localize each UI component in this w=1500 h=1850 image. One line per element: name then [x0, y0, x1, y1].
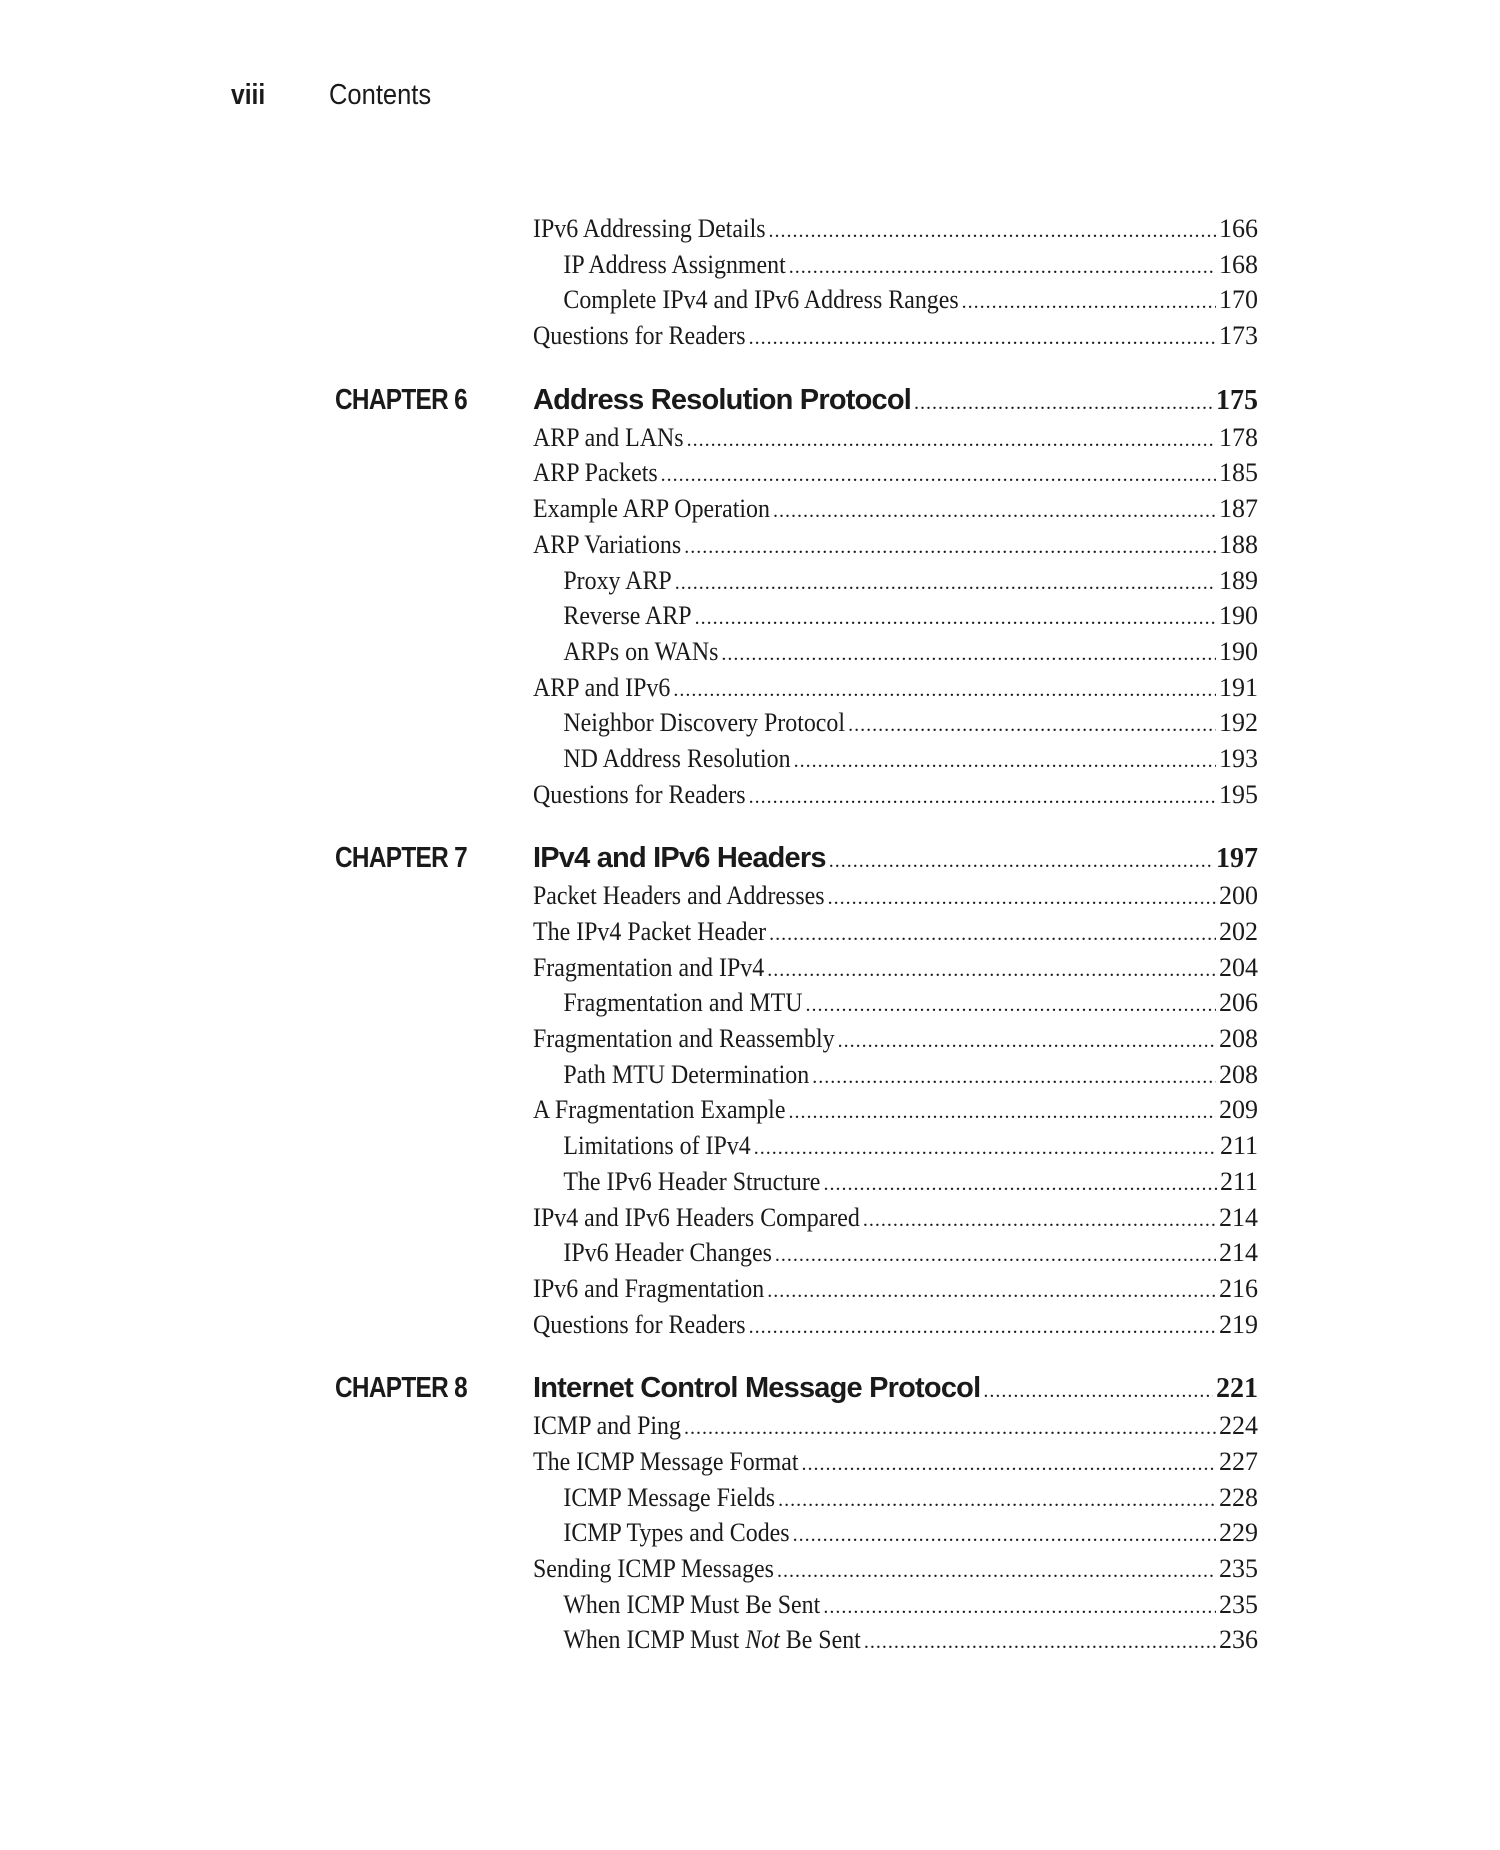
- dot-leader: [767, 1274, 1216, 1310]
- entry-title: Packet Headers and Addresses: [533, 881, 825, 911]
- toc-entry[interactable]: [335, 1164, 1258, 1200]
- page-number: 235: [1219, 1589, 1258, 1619]
- page-number: 208: [1219, 1024, 1258, 1054]
- dot-leader: [675, 566, 1216, 602]
- entry-title-part: When ICMP Must: [563, 1625, 746, 1655]
- page-number: 166: [1219, 214, 1258, 243]
- running-head: [231, 78, 445, 112]
- toc-entry[interactable]: [335, 598, 1258, 634]
- page-number: 211: [1219, 1131, 1258, 1161]
- entry-title: ICMP and Ping: [533, 1411, 681, 1441]
- toc-entry[interactable]: [335, 741, 1258, 777]
- page-number: 192: [1219, 708, 1258, 738]
- dot-leader: [767, 953, 1216, 989]
- toc-entry[interactable]: [335, 1480, 1258, 1516]
- page-number: 168: [1219, 249, 1258, 279]
- dot-leader: [775, 1238, 1216, 1274]
- dot-leader: [829, 842, 1213, 881]
- dot-leader: [749, 780, 1216, 816]
- dot-leader: [823, 1590, 1216, 1626]
- chapter-label: CHAPTER 6: [335, 383, 468, 416]
- page-number: 216: [1219, 1273, 1258, 1303]
- toc-entry[interactable]: [335, 211, 1258, 247]
- dot-leader: [773, 494, 1216, 530]
- dot-leader: [769, 214, 1216, 250]
- dot-leader: [794, 744, 1216, 780]
- page-number: 195: [1219, 779, 1258, 809]
- toc-entry[interactable]: [335, 1235, 1258, 1271]
- entry-title: The IPv4 Packet Header: [533, 917, 767, 946]
- page-number: 214: [1219, 1238, 1258, 1268]
- page-number: 190: [1219, 601, 1258, 631]
- toc-chapter-entry[interactable]: [335, 381, 1258, 420]
- dot-leader: [778, 1483, 1216, 1519]
- page-number: 229: [1219, 1518, 1258, 1548]
- page-number: 185: [1219, 458, 1258, 488]
- chapter-label: CHAPTER 8: [335, 1372, 468, 1405]
- toc-entry[interactable]: [335, 1515, 1258, 1551]
- page-number: 187: [1219, 494, 1258, 524]
- entry-title: ARPs on WANs: [563, 636, 719, 666]
- entry-title: Complete IPv4 and IPv6 Address Ranges: [563, 285, 959, 315]
- page-number: 178: [1219, 422, 1258, 452]
- entry-title: IPv4 and IPv6 Headers Compared: [533, 1202, 860, 1232]
- dot-leader: [777, 1554, 1216, 1590]
- toc-entry[interactable]: [335, 1622, 1258, 1658]
- entry-title: Questions for Readers: [533, 321, 746, 351]
- dot-leader: [838, 1024, 1216, 1060]
- toc-entry[interactable]: [335, 985, 1258, 1021]
- dot-leader: [721, 637, 1216, 673]
- toc-entry[interactable]: [335, 950, 1258, 986]
- dot-leader: [863, 1203, 1216, 1239]
- page-number: 175: [1216, 384, 1258, 416]
- entry-title: The ICMP Message Format: [533, 1446, 799, 1476]
- page-number: 219: [1219, 1309, 1258, 1339]
- dot-leader: [769, 917, 1216, 953]
- dot-leader: [673, 673, 1216, 709]
- entry-title: IP Address Assignment: [563, 249, 786, 279]
- page-number: 173: [1219, 321, 1258, 351]
- entry-title: The IPv6 Header Structure: [563, 1166, 821, 1196]
- entry-title: Questions for Readers: [533, 1309, 746, 1339]
- entry-title-emphasis: Not: [745, 1625, 780, 1655]
- dot-leader: [788, 1095, 1216, 1131]
- entry-title: ARP and IPv6: [533, 672, 671, 702]
- entry-title: Example ARP Operation: [533, 494, 770, 524]
- toc-entry[interactable]: [335, 1200, 1258, 1236]
- toc-entry[interactable]: [335, 634, 1258, 670]
- entry-title: Questions for Readers: [533, 779, 746, 809]
- entry-title: Path MTU Determination: [563, 1059, 810, 1089]
- page-number: 204: [1219, 952, 1258, 982]
- page-number: 202: [1219, 917, 1258, 946]
- entry-title-part: Be Sent: [779, 1625, 861, 1655]
- dot-leader: [864, 1625, 1216, 1661]
- toc-entry[interactable]: [335, 1444, 1258, 1480]
- page-number: 197: [1216, 843, 1258, 875]
- entry-title: Reverse ARP: [563, 601, 692, 631]
- page-number: 209: [1219, 1095, 1258, 1125]
- dot-leader: [661, 458, 1216, 494]
- dot-leader: [793, 1518, 1216, 1554]
- page-number: 200: [1219, 881, 1258, 911]
- page-number: 189: [1219, 565, 1258, 595]
- entry-title: Proxy ARP: [563, 565, 672, 595]
- entry-title: Sending ICMP Messages: [533, 1554, 774, 1583]
- entry-title: Fragmentation and IPv4: [533, 952, 765, 982]
- page-number: 236: [1219, 1625, 1258, 1655]
- toc-entry[interactable]: [335, 670, 1258, 706]
- chapter-label: CHAPTER 7: [335, 842, 468, 875]
- entry-title: A Fragmentation Example: [533, 1095, 786, 1125]
- chapter-title: Address Resolution Protocol: [533, 383, 911, 416]
- dot-leader: [802, 1447, 1216, 1483]
- dot-leader: [806, 988, 1216, 1024]
- toc-entry[interactable]: [335, 563, 1258, 599]
- dot-leader: [695, 601, 1216, 637]
- dot-leader: [684, 1411, 1216, 1447]
- dot-leader: [684, 530, 1216, 566]
- entry-title: ND Address Resolution: [563, 743, 791, 773]
- toc-entry[interactable]: [335, 1271, 1258, 1307]
- entry-title: Limitations of IPv4: [563, 1131, 751, 1161]
- page-number: 191: [1219, 672, 1258, 702]
- toc-entry[interactable]: [335, 1021, 1258, 1057]
- dot-leader: [914, 384, 1213, 423]
- dot-leader: [754, 1131, 1217, 1167]
- dot-leader: [812, 1060, 1216, 1096]
- page-number: 224: [1219, 1411, 1258, 1441]
- entry-title: [533, 1622, 861, 1658]
- toc-entry[interactable]: [335, 1587, 1258, 1623]
- toc-entry[interactable]: [335, 1307, 1258, 1343]
- toc-entry[interactable]: [335, 777, 1258, 813]
- dot-leader: [749, 1310, 1216, 1346]
- entry-title: When ICMP Must Be Sent: [563, 1589, 821, 1619]
- toc-entry[interactable]: [335, 1551, 1258, 1587]
- dot-leader: [823, 1167, 1217, 1203]
- entry-title: Fragmentation and Reassembly: [533, 1024, 835, 1054]
- toc-entry[interactable]: [335, 914, 1258, 950]
- page-number: 214: [1219, 1202, 1258, 1232]
- page-number: 170: [1219, 285, 1258, 315]
- running-head-title: Contents: [329, 79, 432, 111]
- toc-entry[interactable]: [335, 455, 1258, 491]
- page-number: 208: [1219, 1059, 1258, 1089]
- toc-chapter-entry[interactable]: [335, 839, 1258, 878]
- dot-leader: [962, 285, 1216, 321]
- page-number: 228: [1219, 1482, 1258, 1512]
- entry-title: ICMP Message Fields: [563, 1482, 776, 1512]
- chapter-title: IPv4 and IPv6 Headers: [533, 842, 826, 875]
- page-number: 211: [1219, 1166, 1258, 1196]
- page-number: 235: [1219, 1554, 1258, 1583]
- toc-entry[interactable]: [335, 878, 1258, 914]
- toc-entry[interactable]: [335, 705, 1258, 741]
- table-of-contents: [335, 211, 1258, 1658]
- toc-entry[interactable]: [335, 1408, 1258, 1444]
- page-number: 188: [1219, 529, 1258, 559]
- toc-entry[interactable]: [335, 491, 1258, 527]
- entry-title: IPv6 and Fragmentation: [533, 1273, 765, 1303]
- page-number: 190: [1219, 636, 1258, 666]
- page-number: 193: [1219, 743, 1258, 773]
- entry-title: ARP Packets: [533, 458, 658, 488]
- entry-title: Neighbor Discovery Protocol: [563, 708, 846, 738]
- page-number: 227: [1219, 1446, 1258, 1476]
- entry-title: IPv6 Addressing Details: [533, 214, 766, 243]
- dot-leader: [983, 1372, 1213, 1411]
- dot-leader: [687, 423, 1216, 459]
- toc-entry[interactable]: [335, 247, 1258, 283]
- page-folio: viii: [231, 79, 266, 111]
- page-number: 206: [1219, 988, 1258, 1018]
- entry-title: IPv6 Header Changes: [563, 1238, 772, 1268]
- dot-leader: [749, 321, 1216, 357]
- toc-entry[interactable]: [335, 1057, 1258, 1093]
- toc-entry[interactable]: [335, 318, 1258, 354]
- chapter-title: Internet Control Message Protocol: [533, 1372, 981, 1405]
- entry-title: ARP and LANs: [533, 422, 684, 452]
- toc-entry[interactable]: [335, 1128, 1258, 1164]
- toc-entry[interactable]: [335, 282, 1258, 318]
- toc-entry[interactable]: [335, 1092, 1258, 1128]
- page-number: 221: [1216, 1373, 1258, 1405]
- entry-title: ARP Variations: [533, 529, 682, 559]
- entry-title: ICMP Types and Codes: [563, 1518, 790, 1548]
- dot-leader: [789, 250, 1216, 286]
- dot-leader: [848, 708, 1216, 744]
- toc-entry[interactable]: [335, 420, 1258, 456]
- entry-title: Fragmentation and MTU: [563, 988, 803, 1018]
- dot-leader: [828, 881, 1216, 917]
- toc-chapter-entry[interactable]: [335, 1369, 1258, 1408]
- toc-entry[interactable]: [335, 527, 1258, 563]
